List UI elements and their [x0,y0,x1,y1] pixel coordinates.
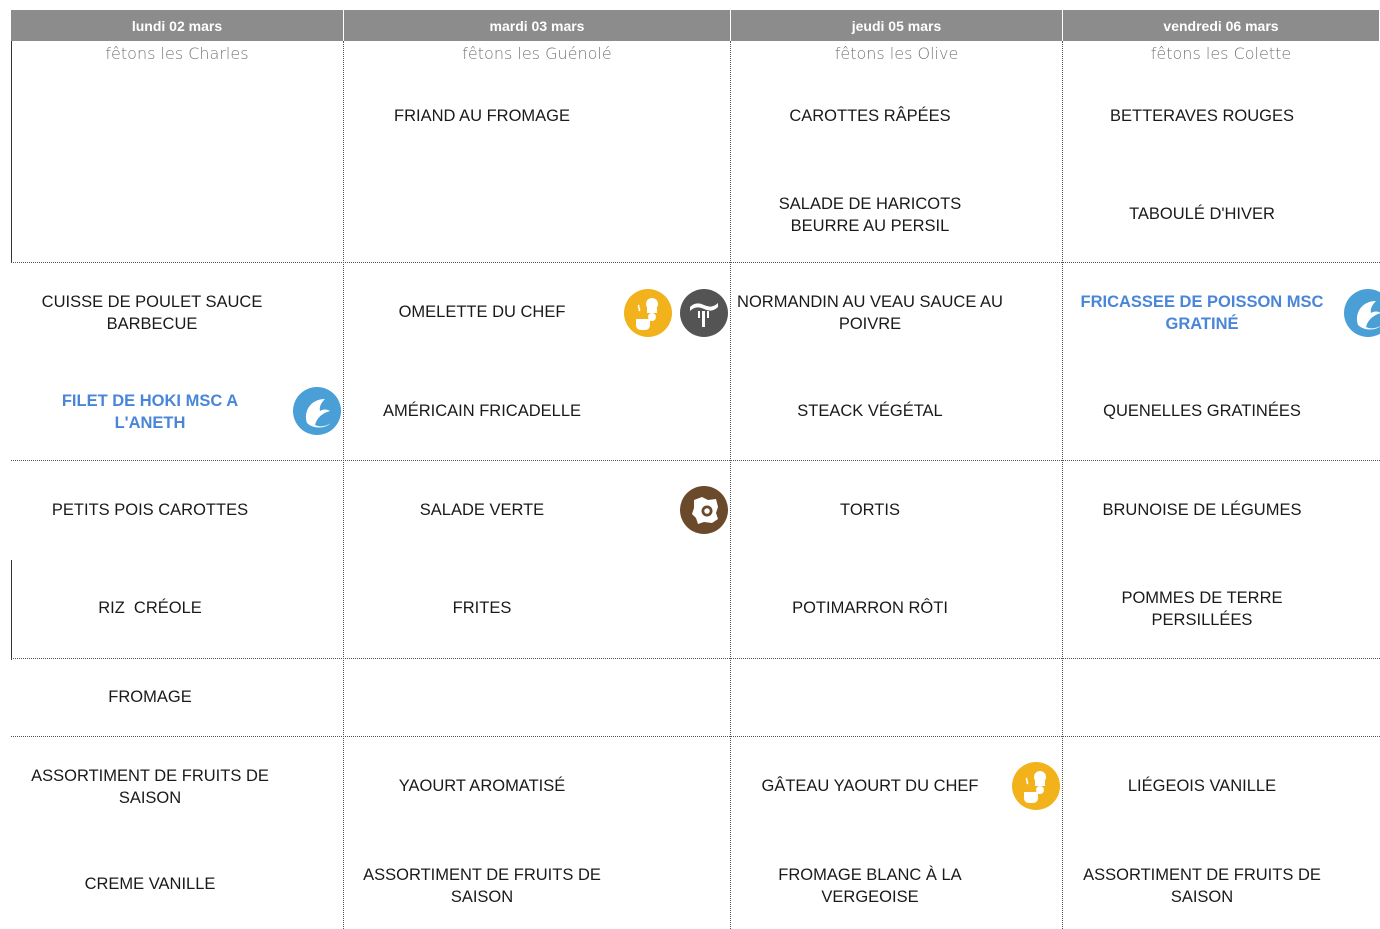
side-mardi-2: FRITES [452,599,512,617]
side-vendredi-2: POMMES DE TERRE PERSILLÉES [1121,589,1283,629]
side-jeudi-2: POTIMARRON RÔTI [792,599,948,617]
chef-icon [624,289,672,337]
france-origin-icon [680,486,728,534]
column-divider [730,41,731,929]
day-header-vendredi: vendredi 06 mars [1063,10,1379,41]
saint-of-day-jeudi: fêtons les Olive [834,44,959,63]
main-vendredi-1: FRICASSEE DE POISSON MSC GRATINÉ [1080,293,1324,333]
row-divider [11,736,1380,737]
day-header-mardi: mardi 03 mars [344,10,730,41]
dessert-jeudi-2: FROMAGE BLANC À LA VERGEOISE [778,866,962,906]
row-divider [11,262,1380,263]
dairy-lundi-1: FROMAGE [108,688,192,706]
dessert-lundi-2: CREME VANILLE [84,875,216,893]
side-jeudi-1: TORTIS [840,501,900,519]
left-border [11,560,12,660]
side-mardi-1: SALADE VERTE [419,501,545,519]
fish-msc-icon [1344,289,1380,337]
side-lundi-1: PETITS POIS CAROTTES [51,501,249,519]
saint-of-day-vendredi: fêtons les Colette [1150,44,1292,63]
saint-of-day-lundi: fêtons les Charles [105,44,249,63]
dessert-vendredi-1: LIÉGEOIS VANILLE [1127,777,1277,795]
side-vendredi-1: BRUNOISE DE LÉGUMES [1102,501,1302,519]
side-lundi-2: RIZ CRÉOLE [98,599,202,617]
main-jeudi-2: STEACK VÉGÉTAL [797,402,943,420]
main-mardi-1: OMELETTE DU CHEF [398,303,566,321]
main-vendredi-2: QUENELLES GRATINÉES [1103,402,1301,420]
main-mardi-2: AMÉRICAIN FRICADELLE [382,402,582,420]
column-divider [1062,41,1063,929]
left-border [11,41,12,262]
dessert-vendredi-2: ASSORTIMENT DE FRUITS DE SAISON [1083,866,1321,906]
fish-msc-icon [293,387,341,435]
dessert-jeudi-1: GÂTEAU YAOURT DU CHEF [761,777,979,795]
starter-mardi-1: FRIAND AU FROMAGE [393,107,570,125]
starter-jeudi-2: SALADE DE HARICOTS BEURRE AU PERSIL [778,195,962,235]
grill-icon [680,289,728,337]
row-divider [11,460,1380,461]
dessert-mardi-1: YAOURT AROMATISÉ [398,777,566,795]
dessert-lundi-1: ASSORTIMENT DE FRUITS DE SAISON [31,767,269,807]
main-lundi-2: FILET DE HOKI MSC A L'ANETH [61,392,239,432]
chef-icon [1012,762,1060,810]
day-header-jeudi: jeudi 05 mars [731,10,1062,41]
saint-of-day-mardi: fêtons les Guénolé [462,44,612,63]
day-header-lundi: lundi 02 mars [11,10,343,41]
starter-vendredi-2: TABOULÉ D'HIVER [1129,205,1275,223]
starter-jeudi-1: CAROTTES RÂPÉES [789,107,951,125]
starter-vendredi-1: BETTERAVES ROUGES [1110,107,1294,125]
row-divider [11,658,1380,659]
main-lundi-1: CUISSE DE POULET SAUCE BARBECUE [41,293,263,333]
dessert-mardi-2: ASSORTIMENT DE FRUITS DE SAISON [363,866,601,906]
main-jeudi-1: NORMANDIN AU VEAU SAUCE AU POIVRE [737,293,1003,333]
